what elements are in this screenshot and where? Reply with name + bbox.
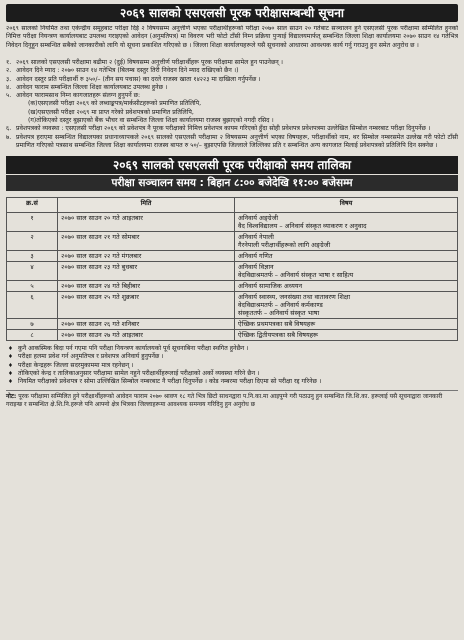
note-item: ♦ परीक्षा केन्द्रहरू जिल्ला सदरमुकाममा मात्र रहनेछन् । <box>6 362 458 370</box>
cell-date: २०७० साल साउन २५ गते शुक्रबार <box>58 292 235 319</box>
rule-item <box>6 125 458 133</box>
table-row <box>7 213 458 232</box>
document-sub-item: (क)एसएलसी परीक्षा २०६९ को लब्धाङ्कपत्र/मार्कसीटहरूको प्रमाणित प्रतिलिपि, <box>28 100 202 108</box>
column-header-subject: विषय <box>235 198 458 213</box>
table-row <box>7 281 458 292</box>
schedule-body <box>7 213 458 341</box>
cell-date: २०७० साल साउन २१ गते सोमबार <box>58 232 235 251</box>
schedule-table <box>6 197 458 341</box>
cell-date: २०७० साल साउन २४ गते बिहीबार <box>58 281 235 292</box>
note-item: ♦ कुनै आकस्मिक बिदा पर्न गएमा पनि परीक्षा नियन्त्रण कार्यालयको पूर्व सूचनाबिना परीक्षा स्थगित हुनेछैन । <box>6 345 458 353</box>
document-sub-item: (ख)एसएलसी परीक्षा २०६९ मा प्राप्त गरेको प्रवेशपत्रको प्रमाणित प्रतिलिपि, <box>28 108 194 116</box>
rules-list-continued <box>6 125 458 150</box>
cell-subject: अनिवार्य सामाजिक अध्ययन <box>235 281 458 292</box>
cell-subject: अनिवार्य स्वास्थ्य, जनसंख्या तथा वातावरण शिक्षा वेदविद्याश्रमतर्फ – अनिवार्य कर्मकाण्ड संस्कृततर्फ – अनिवार्य संस्कृत भाषा <box>235 292 458 319</box>
cell-subject: ऐच्छिक द्वितीयपत्रका सबै विषयहरू <box>235 330 458 341</box>
intro-paragraph: २०६९ सालको नियमित तथा एकेन्द्रीय समूहबाट परीक्षा दिई २ विषयसम्म अनुत्तीर्ण भएका परीक्षार्थीहरूको परीक्षा २०७० साल साउन २० गतेबाट सञ्चालन हुने एसएलसी पूरक परीक्षामा सम्मिलित हुनको निमित्त परीक्षा नियन्त्रण कार्यालयबाट उपलब्ध गराइएको आवेदन (अनुमतिपत्र) मा विवरण भरी फोटो टाँसी निम्न प्रक्रिया पुऱ्याई विद्यालयमार्फत् सम्बन्धित जिल्ला शिक्षा कार्यालयमा २०७० साउन १४ गतेभित्र निवेदन दिनुहुन सम्बन्धित सबैको जानकारीको लागि यो सूचना प्रकाशित गरिएको छ । जिल्ला शिक्षा कार्यालयहरूले यसै सूचनाको आधारमा आवश्यक कार्य गर्नु गराउनु हुन समेत अनुरोध छ । <box>6 25 458 49</box>
cell-subject: अनिवार्य गणित <box>235 251 458 262</box>
notes-list <box>6 345 458 386</box>
cell-date: २०७० साल साउन २० गते आइतबार <box>58 213 235 232</box>
table-row <box>7 330 458 341</box>
cell-subject: ऐच्छिक प्रथमपत्रका सबै विषयहरू <box>235 319 458 330</box>
rule-text: प्रवेशपत्रको व्यवस्था : एसएलसी परीक्षा २०६९ को प्रवेशपत्र नै पूरक परीक्षाको निमित्त प्रवेशपत्र कायम गरिएको हुँदा सोही प्रवेशपत्र प्रवेशपत्रमा उल्लेखित सिम्बोल नम्बरबाट परीक्षा दिनुपर्नेछ । <box>16 125 431 133</box>
footnote-label: नोट: <box>6 393 17 401</box>
cell-date: २०७० साल साउन २३ गते बुधबार <box>58 262 235 281</box>
rule-item <box>6 92 458 100</box>
table-header-row <box>7 198 458 213</box>
note-item: ♦ नियमित परीक्षाको प्रवेशपत्र र सोमा उल्लिखित सिम्बोल नम्बरबाट नै परीक्षा दिनुपर्नेछ । कोड नम्बरमा परीक्षा दिएमा सो परीक्षा रद्द गरिनेछ । <box>6 378 458 386</box>
rule-number: ५. <box>6 92 12 100</box>
column-header-sn: क्र.सं <box>7 198 58 213</box>
cell-sn: ४ <box>7 262 58 281</box>
table-row <box>7 262 458 281</box>
rule-text: आवेदन फारामसाथ निम्न कागजातहरू संलग्न हुनुपर्ने छ: <box>16 92 141 100</box>
rule-number: ४. <box>6 83 12 91</box>
table-row <box>7 232 458 251</box>
column-header-date: मिति <box>58 198 235 213</box>
cell-sn: ६ <box>7 292 58 319</box>
cell-date: २०७० साल साउन २७ गते आइतबार <box>58 330 235 341</box>
rule-text: प्रवेशपत्र हराएमा सम्बन्धित विद्यालयका प्रधानाध्यापकले २०६९ सालको एसएलसी परीक्षामा २ विषयसम्म अनुत्तीर्ण भएका विषयहरू, परीक्षार्थीको नाम, थर सिम्बोल नम्बरसमेत उल्लेख गरी फोटो टाँसी प्रमाणित गरिएको पत्रसाथ सम्बन्धित जिल्ला शिक्षा कार्यालयमा राजस्व बापत रु ५०/– बुझाएपछि जिल्लाले जिल्लिका प्रति र सम्बन्धित अन्य कागजात मिलाई प्रवेशपत्रको प्रतिलिपि दिन सक्नेछ । <box>16 133 458 149</box>
footnote <box>6 390 458 409</box>
rule-text: आवेदन दस्तुर प्रति परीक्षार्थी रु ३५०/– (तीन सय पचास) का दरले राजस्व खाता १४२२३ मा दाखिला गर्नुपर्नेछ । <box>16 75 261 83</box>
rule-item <box>6 84 458 92</box>
rule-item <box>6 134 458 151</box>
schedule-title: २०६९ सालको एसएलसी पूरक परीक्षाको समय तालिका <box>6 156 458 174</box>
rule-item <box>6 67 458 75</box>
document-sub-item: (ग)तोकिएको दस्तुर बुझाएको बैंक भौचर वा सम्बन्धित जिल्ला शिक्षा कार्यालयमा राजस्व बुझाएको नगदी रसिद । <box>28 117 274 125</box>
rule-number: २. <box>6 67 12 75</box>
cell-date: २०७० साल साउन २२ गते मंगलबार <box>58 251 235 262</box>
cell-sn: ७ <box>7 319 58 330</box>
cell-sn: १ <box>7 213 58 232</box>
rule-number: ३. <box>6 75 12 83</box>
cell-date: २०७० साल साउन २६ गते शनिबार <box>58 319 235 330</box>
notice-title: २०६९ सालको एसएलसी पूरक परीक्षासम्बन्धी सूचना <box>6 4 458 22</box>
rule-number: ७. <box>6 133 12 141</box>
schedule-subtitle: परीक्षा सञ्चालन समय : बिहान ८:०० बजेदेखि ११:०० बजेसम्म <box>6 175 458 191</box>
cell-subject: अनिवार्य अङ्ग्रेजी वैद विश्वविद्यालय – अनिवार्य संस्कृत व्याकरण र अनुवाद <box>235 213 458 232</box>
note-item: ♦ परीक्षा हलमा प्रवेश गर्न अनुमतिपत्र र प्रवेशपत्र अनिवार्य हुनुपर्नेछ । <box>6 353 458 361</box>
rule-number: १. <box>6 59 12 66</box>
note-item: ♦ तोकिएको केन्द्र र तालिकाअनुसार परीक्षामा सामेल नहुने परीक्षार्थीहरूलाई परीक्षाको अर्को व्यवस्था गरिने छैन । <box>6 370 458 378</box>
cell-sn: २ <box>7 232 58 251</box>
table-row <box>7 251 458 262</box>
cell-sn: ८ <box>7 330 58 341</box>
footnote-text: पूरक परीक्षामा सम्मिलित हुने परीक्षार्थीहरूको आवेदन फाराम २०७० श्रावण १८ गते भित्र छिटो साधनद्वारा प.नि.का.मा आइपुग्ने गरी पठाउनु हुन सम्बन्धित जि.शि.का. हरूलाई यसै सूचनाद्वारा जानकारी गराइन्छ र सम्बन्धित क्षे.शि.नि.हरूले पनि आफ्नो क्षेत्र भित्रका जिल्लाहरूमा आवश्यक समन्वय गरिदिनु हुन अनुरोध छ <box>6 393 443 409</box>
rule-number: ६. <box>6 125 12 133</box>
cell-sn: ३ <box>7 251 58 262</box>
rule-text: आवेदन दिने म्याद : २०७० साउन १४ गतेभित्र (बिलम्ब दस्तुर तिरी निवेदन दिने म्याद राखिएको छैन ।) <box>16 67 239 75</box>
cell-sn: ५ <box>7 281 58 292</box>
rule-item <box>6 76 458 84</box>
cell-subject: अनिवार्य विज्ञान वेदविद्याश्रमतर्फ – अनिवार्य संस्कृत भाषा र साहित्य <box>235 262 458 281</box>
cell-subject: अनिवार्य नेपाली गैरनेपाली परीक्षार्थीहरूको लागि अङ्ग्रेजी <box>235 232 458 251</box>
rules-list <box>6 59 458 100</box>
table-row <box>7 292 458 319</box>
table-row <box>7 319 458 330</box>
rule-text: २०६९ सालको एसएलसी परीक्षामा बढीमा २ (दुई) विषयसम्म अनुत्तीर्ण परीक्षार्थीहरू पूरक परीक्षामा सामेल हुन पाउनेछन् । <box>16 59 284 66</box>
rule-text: आवेदन फाराम सम्बन्धित जिल्ला शिक्षा कार्यालयबाट उपलब्ध हुनेछ । <box>16 83 168 91</box>
